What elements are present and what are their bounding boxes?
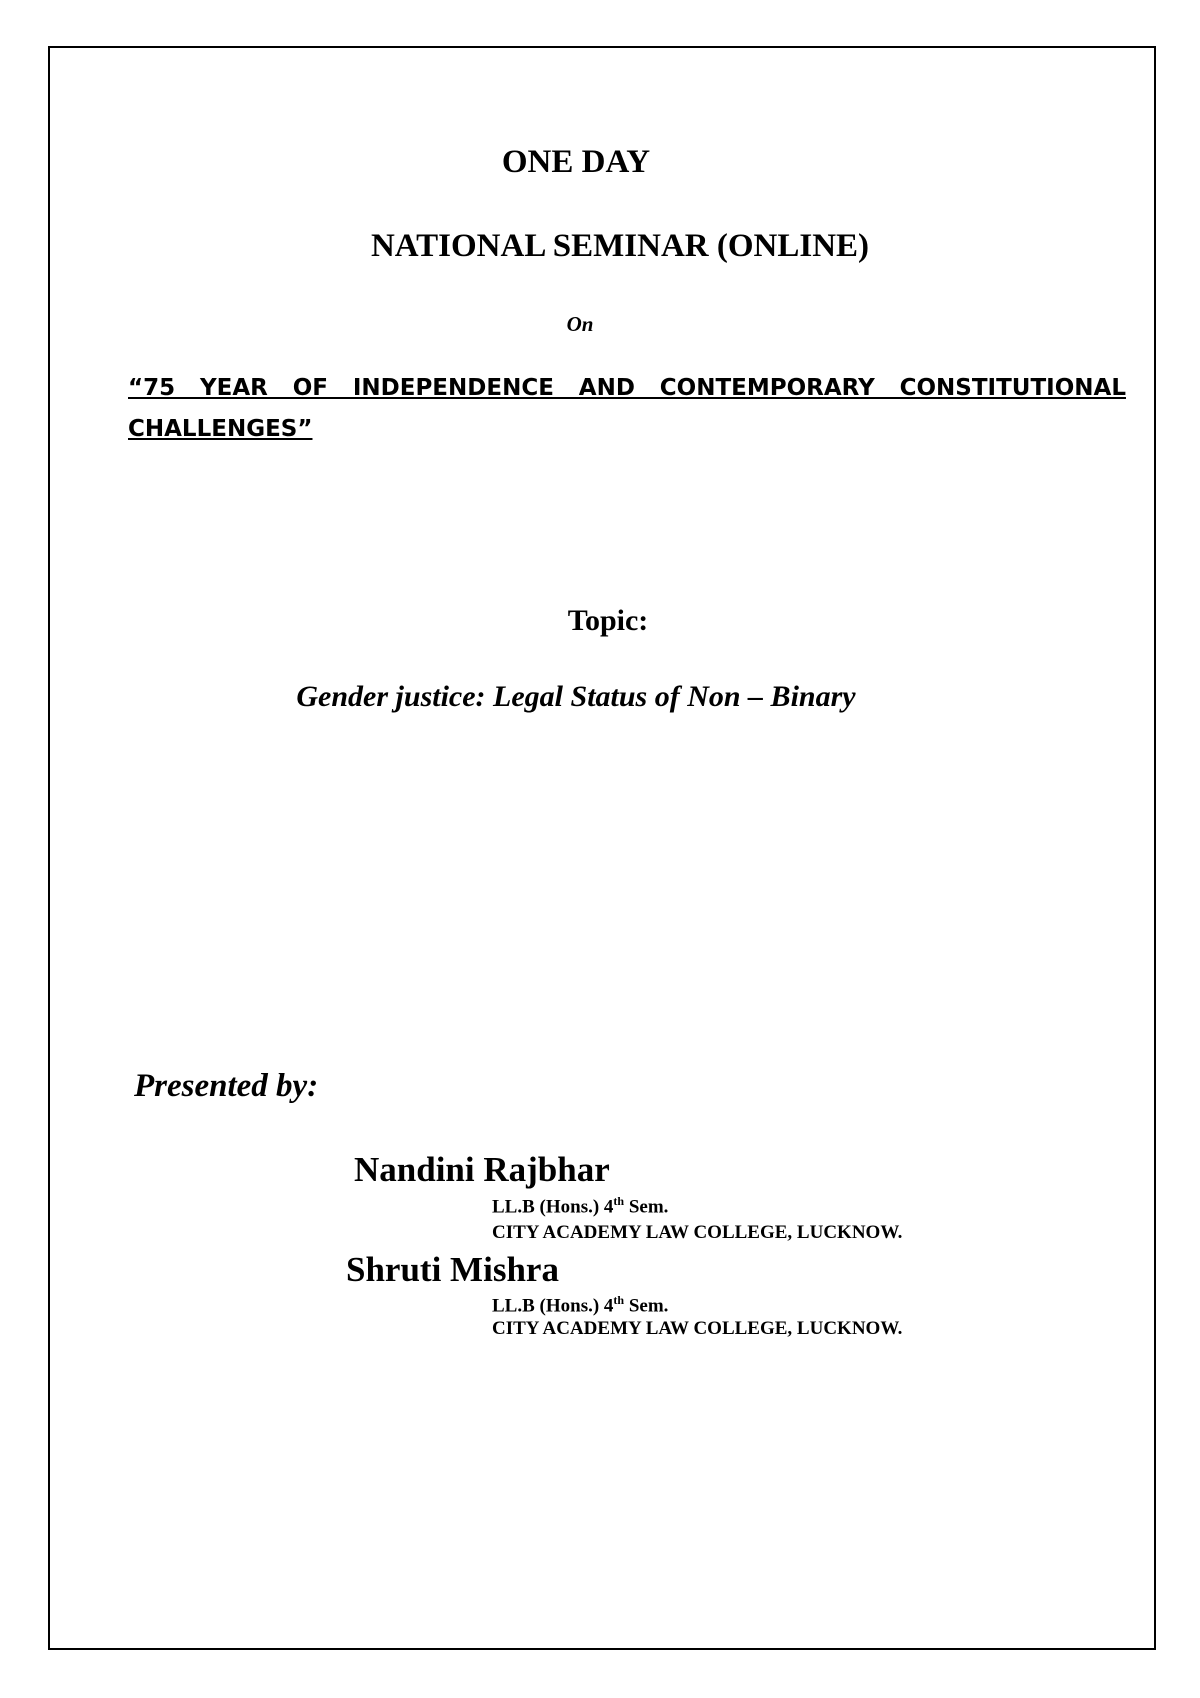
presented-by-label: Presented by: [134,1068,319,1104]
page-border [48,46,1156,1650]
title-one-day: ONE DAY [501,144,651,180]
course-suffix: Sem. [624,1196,669,1218]
topic-label: Topic: [567,604,649,637]
presenter-college: CITY ACADEMY LAW COLLEGE, LUCKNOW. [492,1222,903,1243]
course-prefix: LL.B (Hons.) 4 [492,1196,614,1218]
presenter-name: Nandini Rajbhar [354,1150,610,1189]
presenter-college: CITY ACADEMY LAW COLLEGE, LUCKNOW. [492,1318,903,1339]
presenter-name: Shruti Mishra [346,1250,559,1289]
on-label: On [566,312,594,336]
topic-title: Gender justice: Legal Status of Non – Binary [296,680,856,713]
course-suffix: Sem. [624,1295,669,1317]
title-national-seminar: NATIONAL SEMINAR (ONLINE) [370,228,870,264]
course-ordinal: th [613,1194,625,1208]
course-ordinal: th [613,1293,625,1307]
presenter-course [492,1293,668,1317]
course-prefix: LL.B (Hons.) 4 [492,1295,614,1317]
seminar-theme: “75 YEAR OF INDEPENDENCE AND CONTEMPORARY CONSTITUTIONAL CHALLENGES” [128,375,1126,442]
presenter-course [492,1194,668,1218]
